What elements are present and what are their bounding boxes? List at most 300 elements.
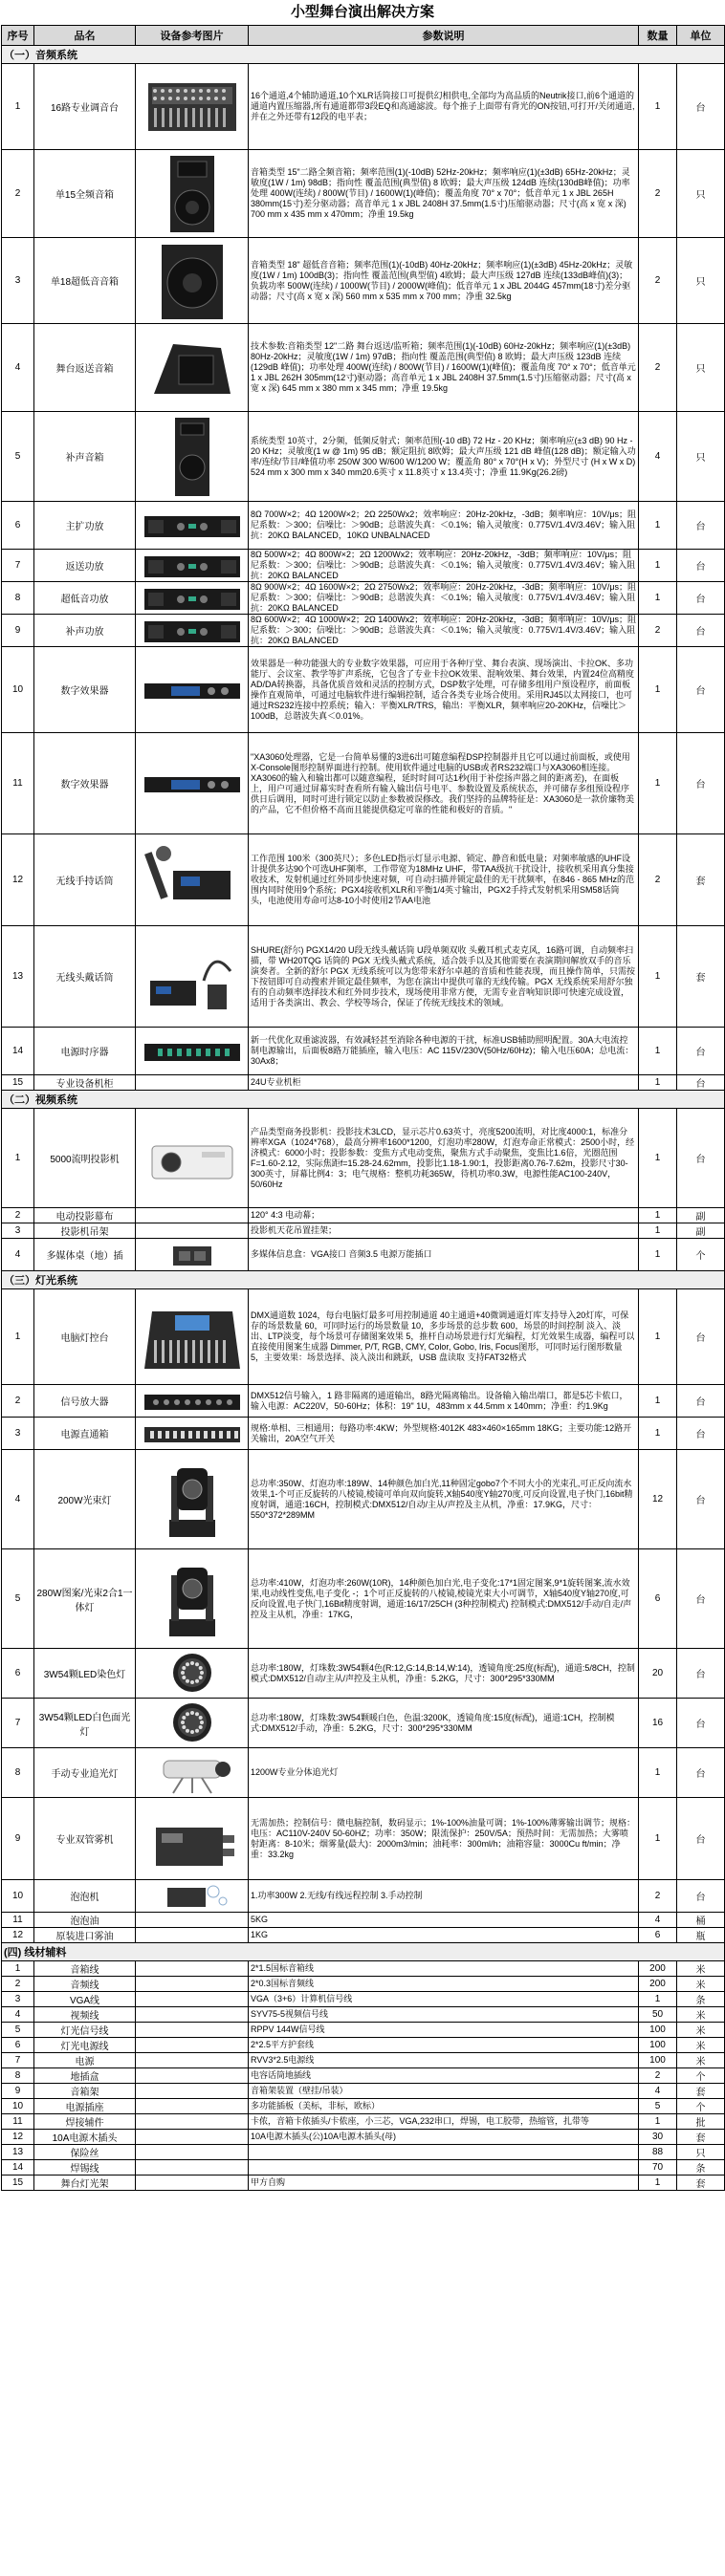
table-row bbox=[2, 1289, 725, 1385]
item-qty: 1 bbox=[639, 1385, 677, 1418]
item-image-cell bbox=[136, 1223, 249, 1239]
item-unit: 台 bbox=[677, 615, 725, 647]
section-row bbox=[2, 1943, 725, 1961]
amp-image bbox=[143, 617, 242, 644]
item-name: 保险丝 bbox=[34, 2145, 136, 2160]
item-qty: 200 bbox=[639, 1977, 677, 1992]
item-params: "XA3060处理器，它是一台简单易懂的3进6出可随意编程DSP控制器并且它可以通过前面板，或使用X-Console图形控制界面进行控制。使用软件通过电脑的USB或者RS232端口与XA3060相连接。XA3060的输入和输出都可以随意编程，延时时间可达1秒(用于补偿扬声器之间的距离差)，在面板上，用户可通过屏幕实时查看所有输入输出信号电平、参数设置及系统状态，并可储存多组预设程序供日后调用，同时可进行锁定以防止参数被误修改。我们坚持的品牌特征是：XA3060是一款价廉物美的产品，它不但价格不高而且能提供稳定可靠的性能和极好的音质。" bbox=[249, 733, 639, 834]
item-params: 投影机天花吊置挂架； bbox=[249, 1223, 639, 1239]
row-number: 9 bbox=[2, 2084, 34, 2099]
item-image-cell bbox=[136, 1928, 249, 1943]
item-name: 主扩功放 bbox=[34, 502, 136, 550]
item-image-cell bbox=[136, 502, 249, 550]
item-name: 补声功放 bbox=[34, 615, 136, 647]
item-qty: 1 bbox=[639, 1418, 677, 1450]
table-row bbox=[2, 2068, 725, 2084]
item-unit: 桶 bbox=[677, 1913, 725, 1928]
row-number: 11 bbox=[2, 2114, 34, 2130]
table-row bbox=[2, 2176, 725, 2191]
item-image-cell bbox=[136, 1649, 249, 1699]
row-number: 6 bbox=[2, 2038, 34, 2053]
item-name: 10A电源木插头 bbox=[34, 2130, 136, 2145]
item-unit: 米 bbox=[677, 2007, 725, 2023]
item-params: 总功率:180W，灯珠数:3W54颗4色(R:12,G:14,B:14,W:14)，透镜角度:25度(标配)，通道:5/8CH，控制模式:DMX512/自动/主从/声控及主从机，净重：5.2KG，尺寸：300*295*330MM bbox=[249, 1649, 639, 1699]
par-image bbox=[159, 1652, 226, 1696]
row-number: 2 bbox=[2, 1385, 34, 1418]
item-params: 电容话筒地插线 bbox=[249, 2068, 639, 2084]
section-label: (四) 线材辅料 bbox=[2, 1943, 725, 1961]
table-row bbox=[2, 1075, 725, 1091]
item-image-cell bbox=[136, 1992, 249, 2007]
table-row bbox=[2, 1239, 725, 1271]
row-number: 10 bbox=[2, 2099, 34, 2114]
item-params: 技术参数:音箱类型 12"二路 舞台返送/监听箱；频率范围(1)(-10dB) 60Hz-20kHz；频率响应(1)(±3dB) 80Hz-20kHz；灵敏度(1W / 1m) 97dB；指向性 覆盖范围(典型值) 8 欧姆；最大声压级 123dB 连续(129dB 峰值)；功率处理 400W(连续) / 800W(节目) / 1600W(1)(峰值)；覆盖角度 70° x 70°；低音单元 1 x JBL 262H 305mm(12寸)驱动器；高音单元 1 x JBL 2408H 37.5mm(1.5寸)压缩驱动器；尺寸(高 x 宽 x 深) 645 mm x 380 mm x 345 mm；净重 19.5kg bbox=[249, 324, 639, 412]
row-number: 4 bbox=[2, 2007, 34, 2023]
item-image-cell bbox=[136, 1208, 249, 1223]
item-qty: 16 bbox=[639, 1699, 677, 1748]
item-image-cell bbox=[136, 2038, 249, 2053]
item-qty: 30 bbox=[639, 2130, 677, 2145]
row-number: 3 bbox=[2, 1223, 34, 1239]
item-name: 电源插座 bbox=[34, 2099, 136, 2114]
item-params: 5KG bbox=[249, 1913, 639, 1928]
item-params bbox=[249, 2145, 639, 2160]
row-number: 15 bbox=[2, 2176, 34, 2191]
row-number: 7 bbox=[2, 550, 34, 582]
item-qty: 1 bbox=[639, 1109, 677, 1208]
item-name: 无线头戴话筒 bbox=[34, 926, 136, 1028]
item-image-cell bbox=[136, 1418, 249, 1450]
item-unit: 只 bbox=[677, 238, 725, 324]
table-row bbox=[2, 324, 725, 412]
item-name: 16路专业调音台 bbox=[34, 64, 136, 150]
table-row bbox=[2, 1977, 725, 1992]
item-params: 1200W专业分体追光灯 bbox=[249, 1748, 639, 1798]
projector-image bbox=[144, 1125, 240, 1192]
item-unit: 套 bbox=[677, 834, 725, 926]
table-row bbox=[2, 550, 725, 582]
item-qty: 50 bbox=[639, 2007, 677, 2023]
table-row bbox=[2, 1223, 725, 1239]
item-name: 地插盒 bbox=[34, 2068, 136, 2084]
item-params: 24U专业机柜 bbox=[249, 1075, 639, 1091]
item-name: 灯光信号线 bbox=[34, 2023, 136, 2038]
item-name: 5000流明投影机 bbox=[34, 1109, 136, 1208]
item-image-cell bbox=[136, 2176, 249, 2191]
fog-image bbox=[144, 1805, 240, 1873]
item-params: 产品类型商务投影机：投影技术3LCD，显示芯片0.63英寸，亮度5200流明，对比度4000:1，标准分辨率XGA（1024*768），最高分辨率1600*1200，灯泡功率280W，灯泡寿命正常模式：2500小时，经济模式：6000小时；投影参数：变焦方式电动变焦，聚焦方式手动聚焦，变焦比1.6倍，光圈范围F=1.60-2.12，实际焦距f=15.28-24.62mm，投影比1.18-1.90:1，投影距离0.76-7.62m，投影尺寸30-300英寸，屏幕比例4：3；电气规格：整机功耗365W，待机功率0.3W，电源性能AC100-240V，50/60Hz bbox=[249, 1109, 639, 1208]
item-params: 总功率:410W，灯泡功率:260W(10R)，14种颜色加白光,电子变化:17*1固定图案,9*1旋转图案,流水效果,电动线性变焦,电子变化 -；1个可正反旋转的八棱镜,棱镜光束大小可调节，X轴540度Y轴270度,可反向设置,电子快门,16Bit精度射调，通道:16/17/25CH (3种控制模式) 控制模式:DMX512/手动/自走/声控及主从机，净重：17KG， bbox=[249, 1549, 639, 1649]
item-image-cell bbox=[136, 1880, 249, 1913]
item-name: 单18超低音音箱 bbox=[34, 238, 136, 324]
table-row bbox=[2, 2145, 725, 2160]
item-image-cell bbox=[136, 1289, 249, 1385]
header-qty: 数量 bbox=[639, 26, 677, 46]
item-qty: 88 bbox=[639, 2145, 677, 2160]
row-number: 12 bbox=[2, 834, 34, 926]
row-number: 7 bbox=[2, 2053, 34, 2068]
item-image-cell bbox=[136, 238, 249, 324]
item-unit: 台 bbox=[677, 733, 725, 834]
item-image-cell bbox=[136, 324, 249, 412]
table-row bbox=[2, 2084, 725, 2099]
item-params: 1KG bbox=[249, 1928, 639, 1943]
item-qty: 6 bbox=[639, 1549, 677, 1649]
item-unit: 台 bbox=[677, 1798, 725, 1880]
movinghead-image bbox=[154, 1556, 231, 1642]
item-qty: 100 bbox=[639, 2023, 677, 2038]
item-unit: 台 bbox=[677, 1880, 725, 1913]
table-row bbox=[2, 1880, 725, 1913]
item-params: 16个通道,4个辅助通道,10个XLR话筒接口可提供幻相供电,全部均为高品质的Neutrik接口,前6个通道的通道内置压缩器,所有通道都带3段EQ和高通滤波。每个推子上面带有背光的ON按钮,可打开/关闭通道,并在之外还带有12段的电平表； bbox=[249, 64, 639, 150]
spot-image bbox=[144, 1751, 240, 1795]
table-row bbox=[2, 2023, 725, 2038]
section-label: （一）音频系统 bbox=[2, 46, 725, 64]
item-qty: 1 bbox=[639, 647, 677, 733]
item-unit: 台 bbox=[677, 1028, 725, 1075]
table-row bbox=[2, 1549, 725, 1649]
item-image-cell bbox=[136, 2145, 249, 2160]
item-unit: 只 bbox=[677, 150, 725, 238]
item-image-cell bbox=[136, 1385, 249, 1418]
item-params: 总功率:180W，灯珠数:3W54颗暖白色，色温:3200K，透镜角度:15度(标配)，通道:1CH，控制模式:DMX512/手动，净重：5.2KG，尺寸：300*295*330MM bbox=[249, 1699, 639, 1748]
table-row bbox=[2, 1961, 725, 1977]
section-row bbox=[2, 1271, 725, 1289]
item-unit: 条 bbox=[677, 2160, 725, 2176]
item-qty: 4 bbox=[639, 1913, 677, 1928]
table-row bbox=[2, 64, 725, 150]
item-qty: 2 bbox=[639, 2068, 677, 2084]
item-name: 补声音箱 bbox=[34, 412, 136, 502]
amp-image bbox=[143, 552, 242, 579]
item-name: 多媒体桌（地）插 bbox=[34, 1239, 136, 1271]
item-params: 多功能插板（美标，非标，欧标） bbox=[249, 2099, 639, 2114]
item-unit: 台 bbox=[677, 1385, 725, 1418]
item-qty: 100 bbox=[639, 2053, 677, 2068]
item-image-cell bbox=[136, 550, 249, 582]
row-number: 8 bbox=[2, 2068, 34, 2084]
item-unit: 套 bbox=[677, 926, 725, 1028]
item-image-cell bbox=[136, 926, 249, 1028]
item-name: 焊接辅件 bbox=[34, 2114, 136, 2130]
item-qty: 1 bbox=[639, 2176, 677, 2191]
item-name: 原装进口雾油 bbox=[34, 1928, 136, 1943]
item-image-cell bbox=[136, 1549, 249, 1649]
row-number: 6 bbox=[2, 502, 34, 550]
item-unit: 台 bbox=[677, 502, 725, 550]
item-image-cell bbox=[136, 2160, 249, 2176]
item-image-cell bbox=[136, 64, 249, 150]
item-name: 280W图案/光束2合1一体灯 bbox=[34, 1549, 136, 1649]
item-image-cell bbox=[136, 2099, 249, 2114]
item-name: 200W光束灯 bbox=[34, 1450, 136, 1549]
row-number: 2 bbox=[2, 150, 34, 238]
item-unit: 台 bbox=[677, 1699, 725, 1748]
row-number: 3 bbox=[2, 1992, 34, 2007]
item-qty: 1 bbox=[639, 64, 677, 150]
item-name: 音频线 bbox=[34, 1977, 136, 1992]
row-number: 4 bbox=[2, 1239, 34, 1271]
row-number: 5 bbox=[2, 1549, 34, 1649]
item-image-cell bbox=[136, 1075, 249, 1091]
table-header bbox=[2, 26, 725, 46]
row-number: 2 bbox=[2, 1977, 34, 1992]
headmic-image bbox=[144, 942, 240, 1011]
item-qty: 12 bbox=[639, 1450, 677, 1549]
row-number: 10 bbox=[2, 1880, 34, 1913]
item-qty: 100 bbox=[639, 2038, 677, 2053]
item-qty: 1 bbox=[639, 2114, 677, 2130]
item-qty: 1 bbox=[639, 1798, 677, 1880]
section-label: （三）灯光系统 bbox=[2, 1271, 725, 1289]
item-unit: 台 bbox=[677, 550, 725, 582]
amp-image bbox=[143, 512, 242, 539]
item-name: 电脑灯控台 bbox=[34, 1289, 136, 1385]
row-number: 15 bbox=[2, 1075, 34, 1091]
item-unit: 副 bbox=[677, 1208, 725, 1223]
item-unit: 套 bbox=[677, 2176, 725, 2191]
item-qty: 1 bbox=[639, 550, 677, 582]
item-image-cell bbox=[136, 647, 249, 733]
item-unit: 台 bbox=[677, 1418, 725, 1450]
item-image-cell bbox=[136, 2007, 249, 2023]
item-qty: 1 bbox=[639, 926, 677, 1028]
item-unit: 套 bbox=[677, 2130, 725, 2145]
fill-image bbox=[164, 416, 221, 498]
row-number: 1 bbox=[2, 1961, 34, 1977]
item-image-cell bbox=[136, 733, 249, 834]
row-number: 4 bbox=[2, 1450, 34, 1549]
item-image-cell bbox=[136, 1239, 249, 1271]
item-qty: 1 bbox=[639, 1223, 677, 1239]
table-row bbox=[2, 1992, 725, 2007]
item-unit: 米 bbox=[677, 2038, 725, 2053]
row-number: 7 bbox=[2, 1699, 34, 1748]
item-params: 1.功率300W 2.无线/有线远程控制 3.手动控制 bbox=[249, 1880, 639, 1913]
header-image: 设备参考图片 bbox=[136, 26, 249, 46]
item-image-cell bbox=[136, 582, 249, 615]
item-params: RVV3*2.5电源线 bbox=[249, 2053, 639, 2068]
item-name: 舞台返送音箱 bbox=[34, 324, 136, 412]
item-unit: 台 bbox=[677, 582, 725, 615]
item-unit: 米 bbox=[677, 2023, 725, 2038]
sub18-image bbox=[154, 241, 231, 321]
item-params: SHURE(舒尔) PGX14/20 U段无线头戴话筒 U段单频双收 头戴耳机式麦克风，16路可调，自动频率扫描，带 WH20TQG 话筒的 PGX 无线头戴式系统，适合鼓手以及其他需要在表演期间解放双手的音乐演奏者。全新的舒尔 PGX 无线系统可以为您带来舒尔卓越的音质和性能表现，而且操作简单，只需按下按钮即可自动搜索并锁定最佳频率，为您在演出中提供可靠的无线传输。PGX 无线系统采用舒尔独有的自动频率选择技术和红外同步技术，现场使用非常方便，无需专业音响知识即可快速完成设置，适用于各类演出、教会、学校等场合，保证了传统无线技术的领域。 bbox=[249, 926, 639, 1028]
bubble-image bbox=[154, 1882, 231, 1911]
item-params: 10A电源木插头(公)10A电源木插头(母) bbox=[249, 2130, 639, 2145]
item-image-cell bbox=[136, 1913, 249, 1928]
item-image-cell bbox=[136, 1699, 249, 1748]
item-params: RPPV 144W信号线 bbox=[249, 2023, 639, 2038]
item-params: 工作范围 100米（300英尺）；多色LED指示灯显示电源、锁定、静音和低电量；对频率敏感的UHF设计提供多达90个可选UHF频率，工作带宽为18MHz UHF，带TAA级抗干扰设计，接收机采用真分集接收技术，发射机通过红外同步快速对频，可自动扫描并锁定最佳的无干扰频率，在846 - 865 MHz的范围内同时使用9个系统；PGX4接收机XLR和平衡1/4英寸输出，PGX2手持式发射机采用SM58话筒头，电池使用寿命可达8-10小时使用2节AA电池 bbox=[249, 834, 639, 926]
item-qty: 1 bbox=[639, 1239, 677, 1271]
table-row bbox=[2, 150, 725, 238]
item-unit: 米 bbox=[677, 2053, 725, 2068]
item-unit: 个 bbox=[677, 1239, 725, 1271]
item-qty: 1 bbox=[639, 1208, 677, 1223]
table-row bbox=[2, 615, 725, 647]
item-name: 电源直通箱 bbox=[34, 1418, 136, 1450]
row-number: 1 bbox=[2, 64, 34, 150]
item-name: 音箱架 bbox=[34, 2084, 136, 2099]
item-params: 卡侬，音箱卡侬插头/卡侬座，小三芯，VGA,232串口，焊锡，电工胶带，热缩管，扎带等 bbox=[249, 2114, 639, 2130]
item-name: 返送功放 bbox=[34, 550, 136, 582]
header-unit: 单位 bbox=[677, 26, 725, 46]
row-number: 1 bbox=[2, 1109, 34, 1208]
item-qty: 2 bbox=[639, 615, 677, 647]
item-name: 电源时序器 bbox=[34, 1028, 136, 1075]
item-image-cell bbox=[136, 615, 249, 647]
item-qty: 2 bbox=[639, 1880, 677, 1913]
item-name: 音箱线 bbox=[34, 1961, 136, 1977]
item-name: 数字效果器 bbox=[34, 647, 136, 733]
item-params: 8Ω 900W×2；4Ω 1600W×2；2Ω 2750Wx2；效率响应：20Hz-20kHz，-3dB；频率响应：10V/μs；阻尼系数：＞300；信噪比：＞90dB；总谐波失真：＜0.1%；输入灵敏度：0.775V/1.4V/3.46V；输入阻抗：20KΩ BALANCED bbox=[249, 582, 639, 615]
item-qty: 1 bbox=[639, 1289, 677, 1385]
item-unit: 条 bbox=[677, 1992, 725, 2007]
table-row bbox=[2, 2160, 725, 2176]
item-unit: 米 bbox=[677, 1977, 725, 1992]
item-name: 视频线 bbox=[34, 2007, 136, 2023]
table-row bbox=[2, 1649, 725, 1699]
floorbox-image bbox=[164, 1241, 221, 1269]
item-params: DMX512信号输入，1 路非隔离的通道输出，8路光隔离输出。设备输入输出端口，都是5芯卡侬口，输入电源：AC220V，50-60Hz；体积：19" 1U，483mm x 44.5mm x 140mm；净重：约1.9Kg bbox=[249, 1385, 639, 1418]
header-params: 参数说明 bbox=[249, 26, 639, 46]
section-row bbox=[2, 46, 725, 64]
item-params: 效果器是一种功能强大的专业数字效果器，可应用于各种厅堂、舞台表演、现场演出、卡拉OK、多功能厅、会议室、教学等扩声系统，它包含了专业卡拉OK效果、混响效果、舞台效果，内置24位高精度AD/DA转换器，具备优质音效和灵活的控制方式，DSP数字处理，可存储多组用户预设程序，前面板操作直观简单，可通过电脑软件进行编辑控制，适合各类专业场合使用。采用RJ45以太网接口，也可通过RS232连接中控系统；输入：平衡XLR/TRS，输出：平衡XLR，频率响应20-20KHz，信噪比＞100dB，总谐波失真＜0.01%。 bbox=[249, 647, 639, 733]
item-name: 无线手持话筒 bbox=[34, 834, 136, 926]
item-unit: 只 bbox=[677, 2145, 725, 2160]
item-qty: 1 bbox=[639, 1748, 677, 1798]
table-row bbox=[2, 647, 725, 733]
fx-image bbox=[143, 771, 242, 796]
item-qty: 1 bbox=[639, 1028, 677, 1075]
item-unit: 台 bbox=[677, 1075, 725, 1091]
table-row bbox=[2, 1450, 725, 1549]
row-number: 14 bbox=[2, 2160, 34, 2176]
table-row bbox=[2, 582, 725, 615]
item-params: 8Ω 700W×2；4Ω 1200W×2；2Ω 2250Wx2；效率响应：20Hz-20kHz，-3dB；频率响应：10V/μs；阻尼系数：＞300；信噪比：＞90dB；总谐波失真：＜0.1%；输入灵敏度：0.775V/1.4V/3.46V；输入阻抗：20KΩ BALANCED，10KΩ UNBALNACED bbox=[249, 502, 639, 550]
speaker15-image bbox=[159, 154, 226, 234]
lightdesk-image bbox=[141, 1298, 244, 1376]
item-name: 单15全频音箱 bbox=[34, 150, 136, 238]
item-image-cell bbox=[136, 2023, 249, 2038]
item-unit: 套 bbox=[677, 2084, 725, 2099]
dmxsplit-image bbox=[143, 1389, 242, 1414]
item-params: 规格:单相、三相通用；每路功率:4KW；外型规格:4012K 483×460×165mm 18KG；主要功能:12路开关输出，20A空气开关 bbox=[249, 1418, 639, 1450]
table-row bbox=[2, 2007, 725, 2023]
item-image-cell bbox=[136, 2114, 249, 2130]
row-number: 12 bbox=[2, 2130, 34, 2145]
equipment-table bbox=[1, 25, 725, 2191]
item-image-cell bbox=[136, 1961, 249, 1977]
item-unit: 台 bbox=[677, 1450, 725, 1549]
item-name: 3W54颗LED染色灯 bbox=[34, 1649, 136, 1699]
item-unit: 台 bbox=[677, 1549, 725, 1649]
item-unit: 个 bbox=[677, 2068, 725, 2084]
item-name: 舞台灯光架 bbox=[34, 2176, 136, 2191]
mixer-image bbox=[144, 77, 240, 137]
table-row bbox=[2, 1109, 725, 1208]
header-no: 序号 bbox=[2, 26, 34, 46]
item-params: 音箱架装置（壁挂/吊装） bbox=[249, 2084, 639, 2099]
item-qty: 200 bbox=[639, 1961, 677, 1977]
item-params: 系统类型 10英寸，2分频，低频反射式；频率范围(-10 dB) 72 Hz - 20 KHz；频率响应(±3 dB) 90 Hz - 20 KHz；灵敏度(1 w @ 1m) 95 dB；额定阻抗 8欧姆；最大声压级 121 dB 峰值(128 dB)；额定输入功率/连续/节目/峰值功率 250W 300 W/600 W/1200 W；覆盖角 80° x 70°(H x V)；外型尺寸 (H x W x D) 524 mm x 300 mm x 340 mm20.6英寸 x 11.8英寸 x 13.4英寸；净重 11.9Kg(26.2磅) bbox=[249, 412, 639, 502]
table-row bbox=[2, 1928, 725, 1943]
row-number: 11 bbox=[2, 1913, 34, 1928]
table-row bbox=[2, 2114, 725, 2130]
item-name: 电动投影幕布 bbox=[34, 1208, 136, 1223]
item-unit: 台 bbox=[677, 1748, 725, 1798]
item-unit: 个 bbox=[677, 2099, 725, 2114]
item-params: 甲方自购 bbox=[249, 2176, 639, 2191]
item-name: 灯光电源线 bbox=[34, 2038, 136, 2053]
item-params: 2*1.5国标音箱线 bbox=[249, 1961, 639, 1977]
table-row bbox=[2, 1385, 725, 1418]
item-name: 3W54颗LED白色面光灯 bbox=[34, 1699, 136, 1748]
row-number: 14 bbox=[2, 1028, 34, 1075]
item-unit: 台 bbox=[677, 1289, 725, 1385]
seq-image bbox=[143, 1038, 242, 1065]
item-unit: 台 bbox=[677, 64, 725, 150]
table-row bbox=[2, 502, 725, 550]
item-qty: 1 bbox=[639, 582, 677, 615]
item-qty: 5 bbox=[639, 2099, 677, 2114]
item-image-cell bbox=[136, 1977, 249, 1992]
item-image-cell bbox=[136, 1748, 249, 1798]
item-qty: 20 bbox=[639, 1649, 677, 1699]
item-qty: 4 bbox=[639, 2084, 677, 2099]
item-image-cell bbox=[136, 1450, 249, 1549]
item-name: 信号放大器 bbox=[34, 1385, 136, 1418]
item-params: 音箱类型 15"二路全频音箱；频率范围(1)(-10dB) 52Hz-20kHz；频率响应(1)(±3dB) 65Hz-20kHz；灵敏度(1W / 1m) 98dB；指向性 覆盖范围(典型值) 8 欧姆；最大声压级 124dB 连续(130dB峰值)；功率处理 400W(连续) / 800W(节目) / 1600W(1)(峰值)；覆盖角度 70° x 70°；低音单元 1 x JBL 265H 380mm(15寸)差分驱动器；高音单元 1 x JBL 2408H 37.5mm(1.5寸)压缩驱动器；尺寸(高 x 宽 x 深) 700 mm x 435 mm x 470mm；净重 19.5kg bbox=[249, 150, 639, 238]
item-params bbox=[249, 2160, 639, 2176]
table-row bbox=[2, 926, 725, 1028]
table-row bbox=[2, 2038, 725, 2053]
item-qty: 1 bbox=[639, 502, 677, 550]
item-image-cell bbox=[136, 1109, 249, 1208]
row-number: 10 bbox=[2, 647, 34, 733]
section-label: （二）视频系统 bbox=[2, 1091, 725, 1109]
table-row bbox=[2, 1699, 725, 1748]
table-row bbox=[2, 1028, 725, 1075]
item-unit: 副 bbox=[677, 1223, 725, 1239]
row-number: 6 bbox=[2, 1649, 34, 1699]
item-name: 投影机吊架 bbox=[34, 1223, 136, 1239]
row-number: 5 bbox=[2, 412, 34, 502]
table-row bbox=[2, 1798, 725, 1880]
item-image-cell bbox=[136, 2053, 249, 2068]
item-params: 多媒体信息盒：VGA接口 音频3.5 电源万能插口 bbox=[249, 1239, 639, 1271]
row-number: 4 bbox=[2, 324, 34, 412]
table-row bbox=[2, 412, 725, 502]
item-params: 2*2.5平方护套线 bbox=[249, 2038, 639, 2053]
table-row bbox=[2, 2130, 725, 2145]
powerbox-image bbox=[143, 1421, 242, 1446]
item-name: 泡泡机 bbox=[34, 1880, 136, 1913]
item-image-cell bbox=[136, 2068, 249, 2084]
row-number: 1 bbox=[2, 1289, 34, 1385]
item-qty: 2 bbox=[639, 834, 677, 926]
row-number: 8 bbox=[2, 582, 34, 615]
item-params: DMX通道数 1024，每台电脑灯最多可用控制通道 40主通道+40微调通道灯库支持导入20灯库，可保存的场景数量 60，可同时运行的场景数量 10，多步场景的总步数 600，场景的时间控制 淡入、淡出、LTP淡变，每个场景可存储图案效果 5，推杆自动场景进行灯光编程，灯光效果生成器，编程可以直接使用图案生成器 Dimmer, P/T, RGB, CMY, Color, Gobo, Iris, Focus图形，可同时运行图形数量 5，主要效果：场景选择、淡入淡出和跳跃，USB 盘读取 支持FAT32格式 bbox=[249, 1289, 639, 1385]
row-number: 8 bbox=[2, 1748, 34, 1798]
item-qty: 2 bbox=[639, 238, 677, 324]
par-image bbox=[159, 1701, 226, 1745]
table-row bbox=[2, 834, 725, 926]
table-row bbox=[2, 2099, 725, 2114]
item-qty: 1 bbox=[639, 1075, 677, 1091]
item-name: 泡泡油 bbox=[34, 1913, 136, 1928]
